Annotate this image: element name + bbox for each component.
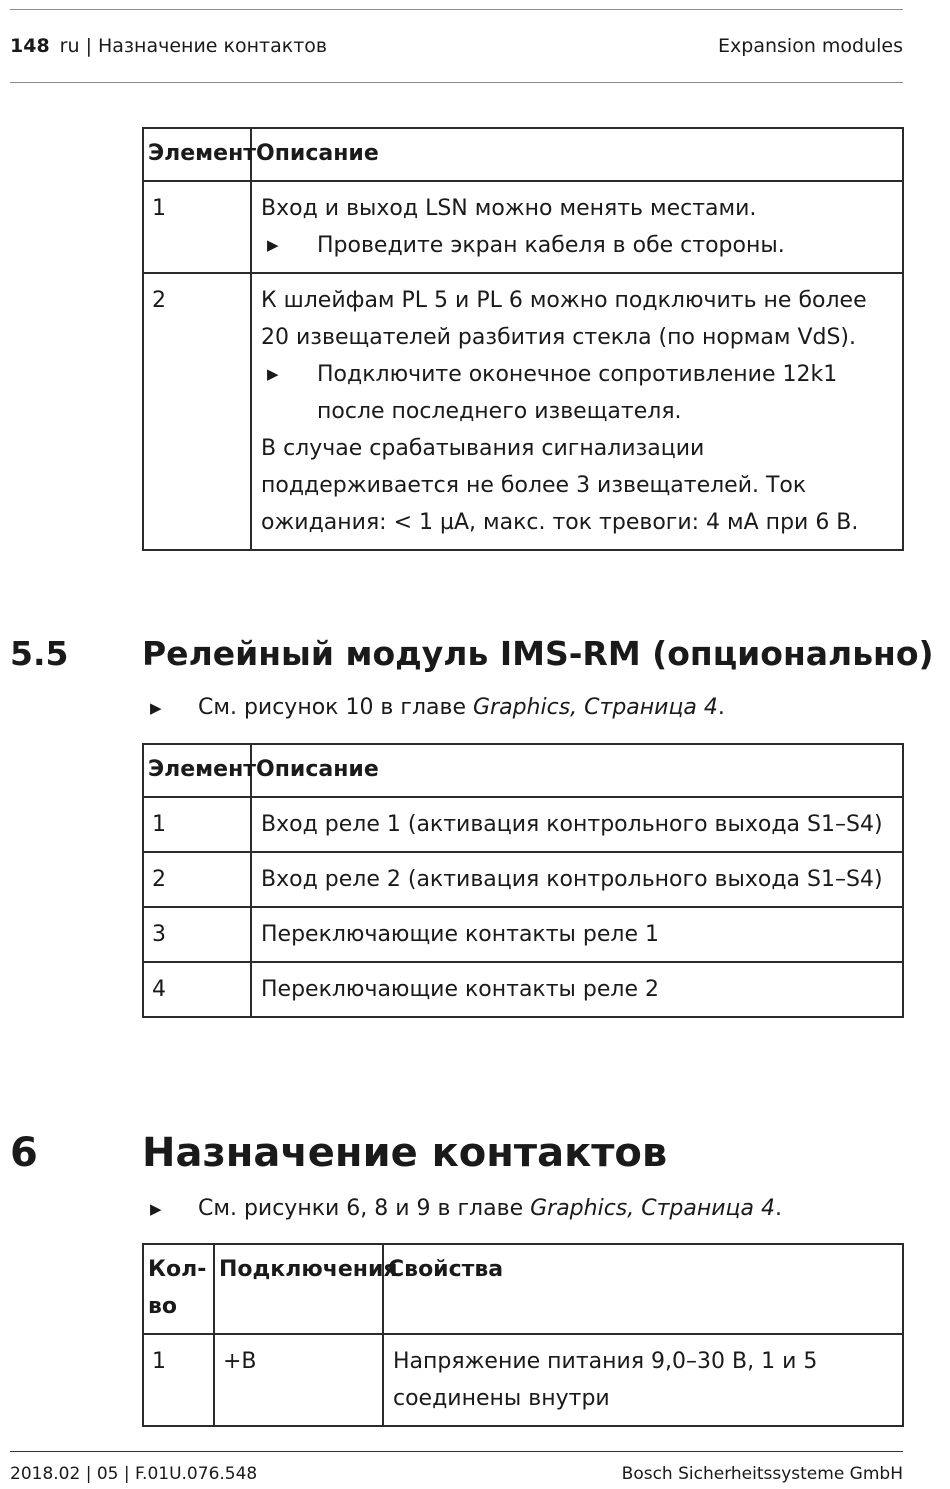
row-number: 1	[143, 1334, 214, 1426]
table-row	[143, 852, 903, 907]
col-header-connection: Подключения	[214, 1244, 383, 1334]
col-header-description: Описание	[251, 744, 903, 797]
row-number: 1	[143, 181, 251, 273]
description-text: К шлейфам PL 5 и PL 6 можно подключить не более 20 извещателей разбития стекла (по нормам VdS).	[261, 288, 867, 350]
figure-reference	[142, 1194, 782, 1224]
reference-link[interactable]: Graphics, Страница 4	[473, 695, 718, 720]
col-header-count: Кол-во	[143, 1244, 214, 1334]
figure-reference	[142, 693, 725, 723]
instruction-text: Подключите оконечное сопротивление 12k1 после последнего извещателя.	[317, 362, 838, 424]
header-chapter: ru | Назначение контактов	[59, 35, 328, 57]
table-row	[143, 273, 903, 550]
header-top-rule	[10, 9, 903, 10]
row-description: Вход реле 2 (активация контрольного выхода S1–S4)	[251, 852, 903, 907]
triangle-right-icon: ▶	[267, 236, 279, 254]
chapter-title: Назначение контактов	[142, 1130, 668, 1176]
row-connection: +B	[214, 1334, 383, 1426]
row-number: 2	[143, 273, 251, 550]
triangle-right-icon: ▶	[150, 1200, 162, 1218]
table-header-row	[143, 128, 903, 181]
instruction-text: Проведите экран кабеля в обе стороны.	[317, 233, 785, 258]
header-bottom-rule	[10, 82, 903, 83]
footer-company: Bosch Sicherheitssysteme GmbH	[621, 1464, 903, 1484]
footer-document-id: 2018.02 | 05 | F.01U.076.548	[10, 1464, 258, 1484]
table-row	[143, 797, 903, 852]
table-pin-assignment	[142, 1243, 904, 1427]
section-title: Релейный модуль IMS-RM (опционально)	[142, 634, 934, 673]
table-lsn-elements	[142, 127, 904, 551]
row-description: Переключающие контакты реле 2	[251, 962, 903, 1017]
reference-end: .	[717, 695, 725, 720]
col-header-properties: Свойства	[383, 1244, 903, 1334]
instruction-step	[261, 227, 892, 264]
col-header-description: Описание	[251, 128, 903, 181]
header-right: Expansion modules	[718, 35, 903, 57]
row-number: 1	[143, 797, 251, 852]
col-header-element: Элемент	[143, 744, 251, 797]
row-description	[251, 181, 903, 273]
section-number: 5.5	[10, 634, 69, 673]
row-number: 2	[143, 852, 251, 907]
row-properties: Напряжение питания 9,0–30 В, 1 и 5 соединены внутри	[383, 1334, 903, 1426]
table-header-row	[143, 744, 903, 797]
row-description: Вход реле 1 (активация контрольного выхода S1–S4)	[251, 797, 903, 852]
reference-text: См. рисунок 10 в главе	[198, 695, 473, 720]
row-number: 3	[143, 907, 251, 962]
reference-link[interactable]: Graphics, Страница 4	[530, 1196, 775, 1221]
row-description	[251, 273, 903, 550]
header-left	[10, 33, 327, 59]
footer-rule	[10, 1451, 903, 1452]
triangle-right-icon: ▶	[150, 699, 162, 717]
triangle-right-icon: ▶	[267, 365, 279, 383]
instruction-step	[261, 356, 892, 430]
description-note: В случае срабатывания сигнализации поддерживается не более 3 извещателей. Ток ожидания: < 1 µA, макс. ток тревоги: 4 мА при 6 В.	[261, 436, 859, 535]
row-description: Переключающие контакты реле 1	[251, 907, 903, 962]
table-row	[143, 181, 903, 273]
reference-text: См. рисунки 6, 8 и 9 в главе	[198, 1196, 531, 1221]
description-text: Вход и выход LSN можно менять местами.	[261, 196, 757, 221]
table-row	[143, 1334, 903, 1426]
table-header-row	[143, 1244, 903, 1334]
col-header-element: Элемент	[143, 128, 251, 181]
reference-end: .	[775, 1196, 782, 1221]
table-row	[143, 907, 903, 962]
chapter-number: 6	[10, 1130, 38, 1176]
table-row	[143, 962, 903, 1017]
table-relay-elements	[142, 743, 904, 1018]
row-number: 4	[143, 962, 251, 1017]
page-number: 148	[10, 35, 50, 57]
